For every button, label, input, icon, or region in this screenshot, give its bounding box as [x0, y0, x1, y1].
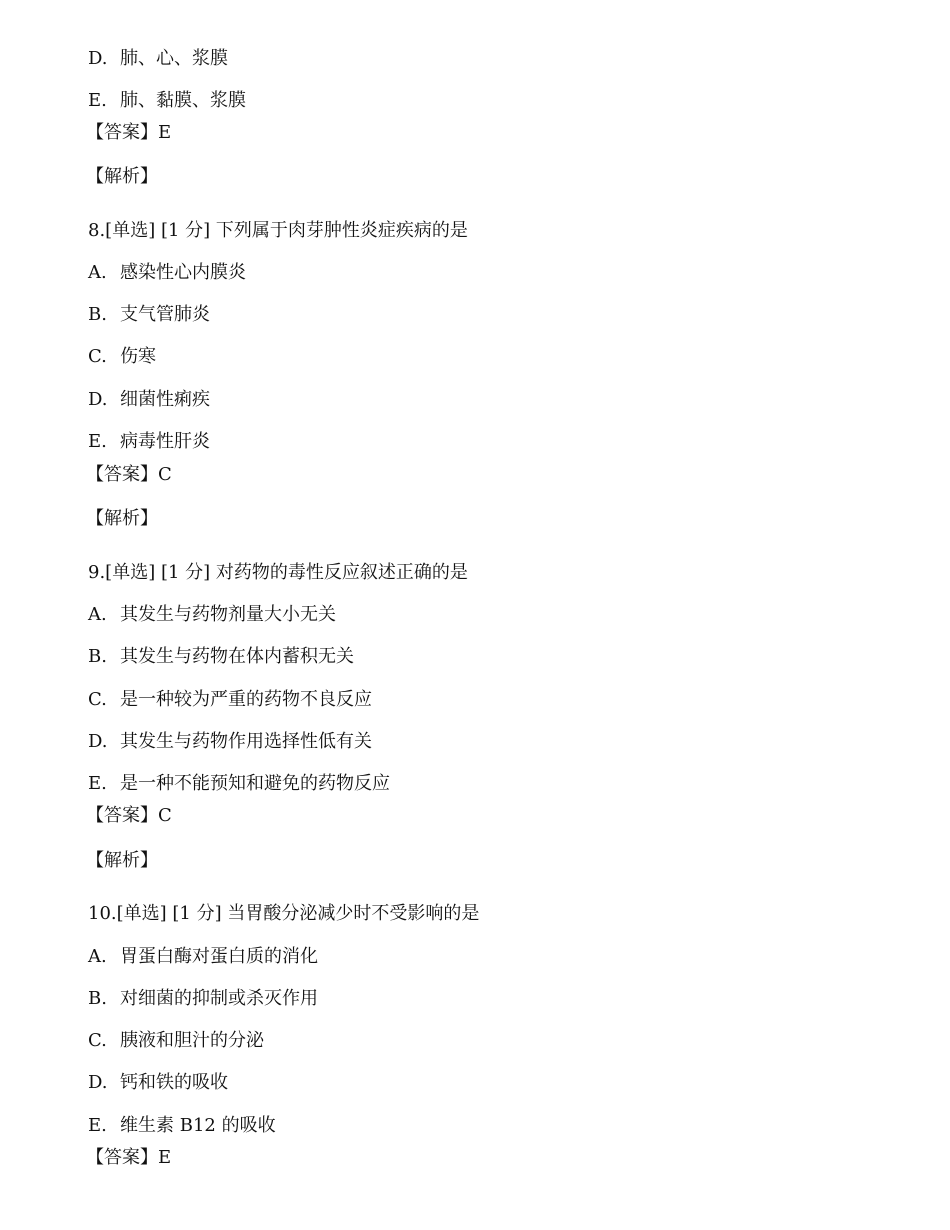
- answer-label: 【答案】C: [86, 464, 172, 485]
- answer-label: 【答案】E: [86, 1147, 172, 1168]
- option-d: [88, 47, 228, 71]
- option-text: 肺、心、浆膜: [120, 48, 228, 69]
- option-e: [88, 89, 246, 113]
- option-letter: E.: [88, 773, 107, 794]
- option-d: [88, 388, 210, 412]
- question-stem: 8.[单选] [1 分] 下列属于肉芽肿性炎症疾病的是: [88, 220, 468, 241]
- option-letter: E.: [88, 90, 107, 111]
- option-letter: E.: [88, 1115, 107, 1136]
- option-text: 钙和铁的吸收: [120, 1072, 228, 1093]
- option-c: [88, 345, 156, 369]
- option-text: 支气管肺炎: [120, 304, 210, 325]
- option-text: 肺、黏膜、浆膜: [120, 90, 246, 111]
- option-text: 其发生与药物在体内蓄积无关: [120, 646, 354, 667]
- answer-label: 【答案】E: [86, 122, 172, 143]
- option-a: [88, 261, 246, 285]
- option-e: [88, 772, 390, 796]
- option-text: 是一种较为严重的药物不良反应: [120, 689, 372, 710]
- option-letter: D.: [88, 389, 108, 410]
- option-letter: C.: [88, 346, 107, 367]
- question-stem: 9.[单选] [1 分] 对药物的毒性反应叙述正确的是: [88, 562, 468, 583]
- option-letter: E.: [88, 431, 107, 452]
- option-b: [88, 645, 354, 669]
- answer-label: 【答案】C: [86, 805, 172, 826]
- option-letter: A.: [88, 604, 107, 625]
- analysis-label: 【解析】: [86, 166, 158, 187]
- option-d: [88, 1071, 228, 1095]
- option-text: 感染性心内膜炎: [120, 262, 246, 283]
- option-b: [88, 987, 318, 1011]
- option-text: 其发生与药物剂量大小无关: [120, 604, 336, 625]
- option-letter: C.: [88, 1030, 107, 1051]
- option-letter: D.: [88, 731, 108, 752]
- analysis-label: 【解析】: [86, 850, 158, 871]
- option-letter: B.: [88, 304, 107, 325]
- option-c: [88, 688, 372, 712]
- option-letter: B.: [88, 988, 107, 1009]
- option-text: 对细菌的抑制或杀灭作用: [120, 988, 318, 1009]
- question-stem: 10.[单选] [1 分] 当胃酸分泌减少时不受影响的是: [88, 903, 480, 924]
- option-a: [88, 603, 336, 627]
- option-text: 细菌性痢疾: [120, 389, 210, 410]
- analysis-label: 【解析】: [86, 508, 158, 529]
- option-e: [88, 430, 210, 454]
- option-letter: A.: [88, 946, 107, 967]
- option-b: [88, 303, 210, 327]
- option-letter: A.: [88, 262, 107, 283]
- option-text: 胰液和胆汁的分泌: [120, 1030, 264, 1051]
- option-letter: D.: [88, 1072, 108, 1093]
- option-text: 伤寒: [120, 346, 156, 367]
- option-letter: C.: [88, 689, 107, 710]
- option-text: 是一种不能预知和避免的药物反应: [120, 773, 390, 794]
- option-text: 胃蛋白酶对蛋白质的消化: [120, 946, 318, 967]
- option-text: 其发生与药物作用选择性低有关: [120, 731, 372, 752]
- option-d: [88, 730, 372, 754]
- option-letter: D.: [88, 48, 108, 69]
- option-letter: B.: [88, 646, 107, 667]
- option-a: [88, 945, 318, 969]
- option-e: [88, 1114, 276, 1138]
- option-text: 病毒性肝炎: [120, 431, 210, 452]
- option-text: 维生素 B12 的吸收: [120, 1115, 276, 1136]
- option-c: [88, 1029, 264, 1053]
